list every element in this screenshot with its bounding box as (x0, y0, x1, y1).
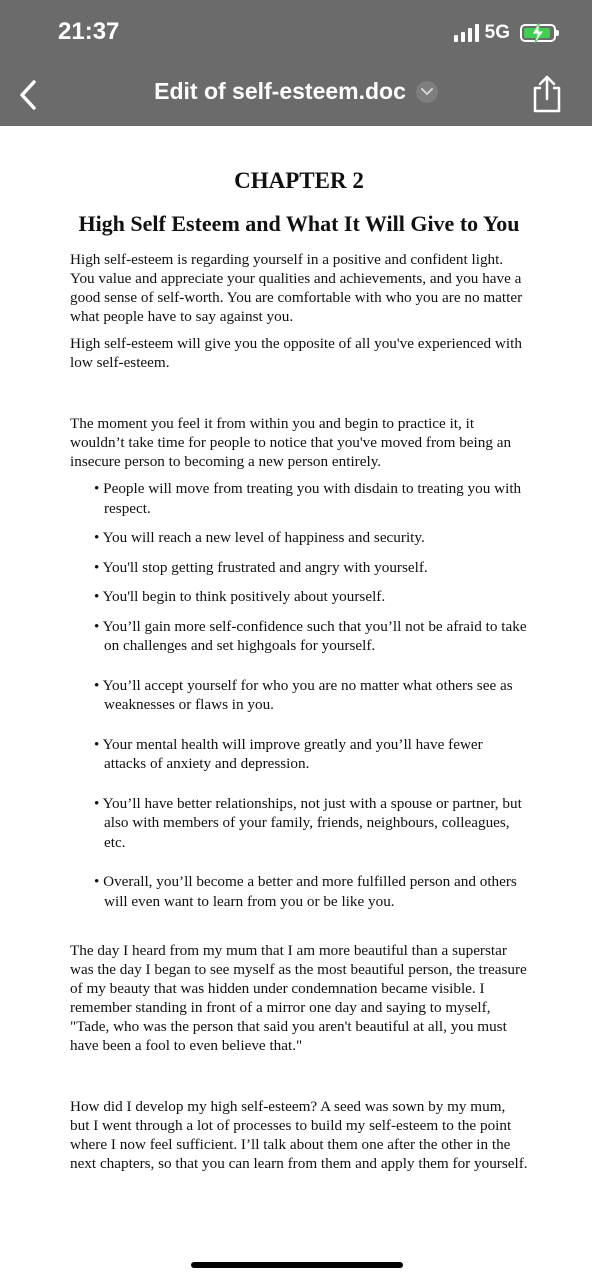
list-item: • You’ll accept yourself for who you are no matter what others see as weaknesses or flaws in you. (94, 676, 513, 713)
paragraph: How did I develop my high self-esteem? A seed was sown by my mum, but I went through a lot of processes to build my self-esteem to the point where I now feel sufficient. I’ll talk about them one after the other in the next chapters, so that you can learn from them and apply them for yourself. (70, 1098, 528, 1172)
paragraph: The day I heard from my mum that I am more beautiful than a superstar was the day I began to see myself as the most beautiful person, the treasure of my beauty that was hidden under condemnation became visible. I remember standing in front of a mirror one day and saying to myself, "Tade, who was the person that said you aren't beautiful at all, you must have been a fool to even believe that." (70, 942, 527, 1054)
paragraph: The moment you feel it from within you and begin to practice it, it wouldn’t take time for people to notice that you've moved from being an insecure person to becoming a new person entirely. (70, 415, 512, 470)
list-item: • You'll stop getting frustrated and angry with yourself. (94, 558, 428, 576)
chapter-heading: High Self Esteem and What It Will Give to You (78, 211, 520, 236)
chevron-down-icon[interactable] (416, 81, 438, 103)
network-type: 5G (484, 22, 510, 43)
home-indicator[interactable] (191, 1262, 403, 1268)
list-item: • You will reach a new level of happiness and security. (94, 529, 425, 546)
document-title-area[interactable] (0, 78, 592, 105)
benefits-list (70, 479, 528, 911)
document-title[interactable]: Edit of self-esteem.doc (154, 78, 406, 104)
list-item: • You'll begin to think positively about yourself. (94, 588, 386, 605)
paragraph: High self-esteem will give you the opposite of all you've experienced with low self-esteem. (70, 335, 522, 371)
document-body[interactable] (70, 158, 528, 1181)
paragraph: High self-esteem is regarding yourself in a positive and confident light. You value and appreciate your qualities and achievements, and you have a good sense of self-worth. You are comfortable with who you are no matter what people have to say against you. (70, 251, 523, 325)
share-icon[interactable] (530, 74, 564, 114)
list-item: • You’ll gain more self-confidence such that you’ll not be afraid to take on challenges and set highgoals for yourself. (94, 617, 527, 654)
list-item: • You’ll have better relationships, not just with a spouse or partner, but also with members of your family, friends, neighbours, colleagues, etc. (94, 794, 522, 851)
top-bar (0, 0, 592, 126)
list-item: • People will move from treating you with disdain to treating you with respect. (94, 480, 522, 517)
status-time: 21:37 (58, 18, 120, 45)
list-item: • Overall, you’ll become a better and more fulfilled person and others will even want to learn from you or be like you. (94, 873, 517, 910)
list-item: • Your mental health will improve greatly and you’ll have fewer attacks of anxiety and depression. (94, 735, 483, 772)
battery-icon (520, 24, 556, 42)
status-icons (454, 22, 556, 44)
signal-icon (454, 24, 479, 42)
chapter-label: CHAPTER 2 (234, 168, 364, 193)
